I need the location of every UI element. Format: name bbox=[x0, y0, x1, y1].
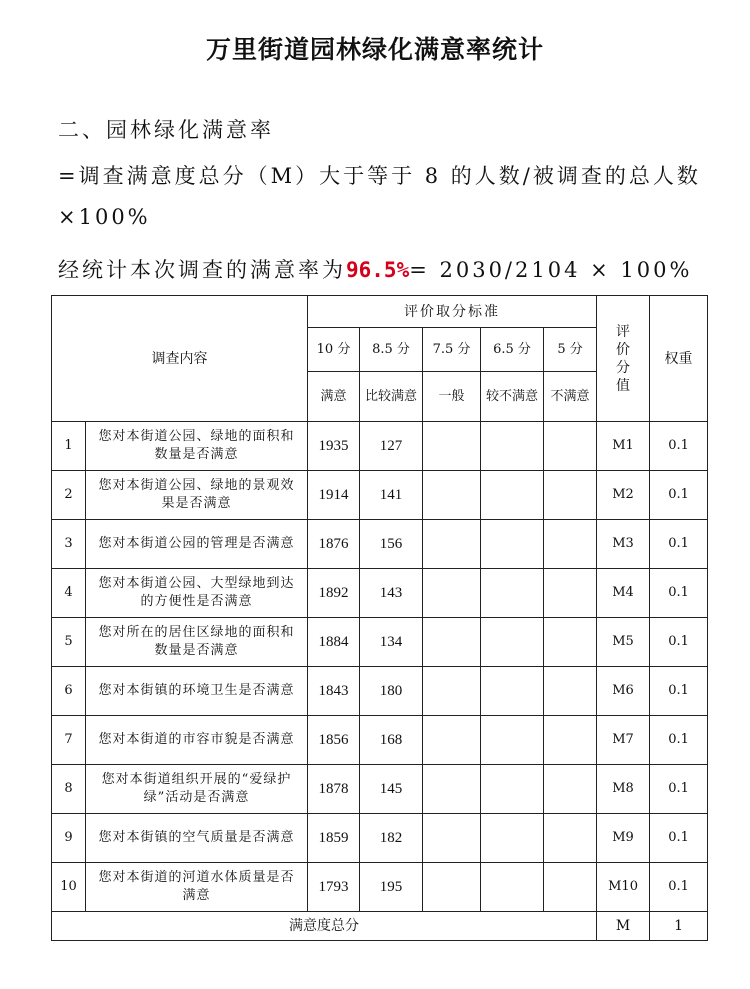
count-5 bbox=[544, 814, 597, 863]
row-number: 7 bbox=[52, 716, 86, 765]
level-label: 较不满意 bbox=[481, 372, 544, 422]
weight-value: 0.1 bbox=[650, 716, 708, 765]
weight-value: 0.1 bbox=[650, 618, 708, 667]
eval-value: M2 bbox=[597, 471, 650, 520]
score-label: 7.5 分 bbox=[423, 328, 481, 372]
table-row bbox=[52, 716, 708, 765]
count-10: 1884 bbox=[308, 618, 360, 667]
row-number: 6 bbox=[52, 667, 86, 716]
count-7-5 bbox=[423, 569, 481, 618]
count-7-5 bbox=[423, 814, 481, 863]
header-content: 调查内容 bbox=[52, 296, 308, 422]
row-number: 9 bbox=[52, 814, 86, 863]
header-eval-value-text: 评价分值 bbox=[616, 323, 631, 394]
weight-value: 0.1 bbox=[650, 765, 708, 814]
count-5 bbox=[544, 667, 597, 716]
eval-value: M1 bbox=[597, 422, 650, 471]
count-5 bbox=[544, 471, 597, 520]
total-row bbox=[52, 912, 708, 941]
result-prefix: 经统计本次调查的满意率为 bbox=[58, 258, 346, 282]
count-8-5: 156 bbox=[360, 520, 423, 569]
count-6-5 bbox=[481, 422, 544, 471]
result-rate: 96.5% bbox=[346, 258, 410, 282]
table-row bbox=[52, 422, 708, 471]
count-7-5 bbox=[423, 618, 481, 667]
weight-value: 0.1 bbox=[650, 422, 708, 471]
count-8-5: 180 bbox=[360, 667, 423, 716]
count-8-5: 182 bbox=[360, 814, 423, 863]
count-6-5 bbox=[481, 569, 544, 618]
eval-value: M5 bbox=[597, 618, 650, 667]
question-text: 您对本街道组织开展的“爱绿护绿”活动是否满意 bbox=[86, 765, 308, 814]
weight-value: 0.1 bbox=[650, 471, 708, 520]
score-label: 6.5 分 bbox=[481, 328, 544, 372]
count-10: 1876 bbox=[308, 520, 360, 569]
count-7-5 bbox=[423, 863, 481, 912]
question-text: 您对本街镇的环境卫生是否满意 bbox=[86, 667, 308, 716]
count-6-5 bbox=[481, 863, 544, 912]
row-number: 10 bbox=[52, 863, 86, 912]
eval-value: M4 bbox=[597, 569, 650, 618]
count-6-5 bbox=[481, 520, 544, 569]
count-5 bbox=[544, 520, 597, 569]
count-8-5: 143 bbox=[360, 569, 423, 618]
count-5 bbox=[544, 422, 597, 471]
total-m: M bbox=[597, 912, 650, 941]
count-10: 1935 bbox=[308, 422, 360, 471]
row-number: 2 bbox=[52, 471, 86, 520]
count-10: 1856 bbox=[308, 716, 360, 765]
header-standard: 评价取分标准 bbox=[308, 296, 597, 328]
survey-table bbox=[51, 295, 708, 941]
result-line bbox=[58, 254, 692, 284]
score-label: 10 分 bbox=[308, 328, 360, 372]
score-label: 8.5 分 bbox=[360, 328, 423, 372]
table-row bbox=[52, 863, 708, 912]
row-number: 1 bbox=[52, 422, 86, 471]
count-8-5: 127 bbox=[360, 422, 423, 471]
question-text: 您对本街道公园、绿地的景观效果是否满意 bbox=[86, 471, 308, 520]
weight-value: 0.1 bbox=[650, 569, 708, 618]
weight-value: 0.1 bbox=[650, 667, 708, 716]
weight-value: 0.1 bbox=[650, 520, 708, 569]
question-text: 您对本街道的市容市貌是否满意 bbox=[86, 716, 308, 765]
eval-value: M8 bbox=[597, 765, 650, 814]
count-6-5 bbox=[481, 814, 544, 863]
count-6-5 bbox=[481, 716, 544, 765]
row-number: 8 bbox=[52, 765, 86, 814]
level-label: 比较满意 bbox=[360, 372, 423, 422]
count-5 bbox=[544, 716, 597, 765]
count-6-5 bbox=[481, 471, 544, 520]
question-text: 您对本街道的河道水体质量是否满意 bbox=[86, 863, 308, 912]
formula-line-1: =调查满意度总分（M）大于等于 8 的人数/被调查的总人数 bbox=[58, 164, 701, 188]
count-8-5: 168 bbox=[360, 716, 423, 765]
eval-value: M3 bbox=[597, 520, 650, 569]
count-10: 1914 bbox=[308, 471, 360, 520]
table-row bbox=[52, 618, 708, 667]
weight-value: 0.1 bbox=[650, 863, 708, 912]
eval-value: M10 bbox=[597, 863, 650, 912]
row-number: 4 bbox=[52, 569, 86, 618]
count-8-5: 195 bbox=[360, 863, 423, 912]
question-text: 您对本街镇的空气质量是否满意 bbox=[86, 814, 308, 863]
weight-value: 0.1 bbox=[650, 814, 708, 863]
total-label: 满意度总分 bbox=[52, 912, 597, 941]
count-10: 1843 bbox=[308, 667, 360, 716]
header-weight: 权重 bbox=[650, 296, 708, 422]
count-8-5: 141 bbox=[360, 471, 423, 520]
count-5 bbox=[544, 618, 597, 667]
table-row bbox=[52, 814, 708, 863]
survey-rows bbox=[52, 422, 708, 912]
page-title: 万里街道园林绿化满意率统计 bbox=[205, 35, 544, 64]
table-row bbox=[52, 569, 708, 618]
eval-value: M6 bbox=[597, 667, 650, 716]
count-7-5 bbox=[423, 471, 481, 520]
question-text: 您对本街道公园的管理是否满意 bbox=[86, 520, 308, 569]
count-10: 1859 bbox=[308, 814, 360, 863]
count-5 bbox=[544, 863, 597, 912]
count-8-5: 134 bbox=[360, 618, 423, 667]
count-10: 1892 bbox=[308, 569, 360, 618]
count-7-5 bbox=[423, 422, 481, 471]
eval-value: M7 bbox=[597, 716, 650, 765]
row-number: 3 bbox=[52, 520, 86, 569]
question-text: 您对本街道公园、大型绿地到达的方便性是否满意 bbox=[86, 569, 308, 618]
count-7-5 bbox=[423, 520, 481, 569]
formula-line-2: ×100% bbox=[58, 205, 151, 229]
level-label: 一般 bbox=[423, 372, 481, 422]
table-row bbox=[52, 765, 708, 814]
count-5 bbox=[544, 765, 597, 814]
header-eval-value bbox=[597, 296, 650, 422]
count-7-5 bbox=[423, 667, 481, 716]
count-7-5 bbox=[423, 765, 481, 814]
count-10: 1793 bbox=[308, 863, 360, 912]
row-number: 5 bbox=[52, 618, 86, 667]
level-label: 不满意 bbox=[544, 372, 597, 422]
eval-value: M9 bbox=[597, 814, 650, 863]
total-weight: 1 bbox=[650, 912, 708, 941]
table-row bbox=[52, 667, 708, 716]
question-text: 您对所在的居住区绿地的面积和数量是否满意 bbox=[86, 618, 308, 667]
count-6-5 bbox=[481, 618, 544, 667]
result-suffix: = 2030/2104 × 100% bbox=[409, 258, 693, 282]
table-row bbox=[52, 471, 708, 520]
count-10: 1878 bbox=[308, 765, 360, 814]
table-row bbox=[52, 520, 708, 569]
question-text: 您对本街道公园、绿地的面积和数量是否满意 bbox=[86, 422, 308, 471]
count-8-5: 145 bbox=[360, 765, 423, 814]
level-label: 满意 bbox=[308, 372, 360, 422]
score-label: 5 分 bbox=[544, 328, 597, 372]
count-7-5 bbox=[423, 716, 481, 765]
section-heading: 二、园林绿化满意率 bbox=[58, 118, 274, 142]
count-6-5 bbox=[481, 765, 544, 814]
count-6-5 bbox=[481, 667, 544, 716]
count-5 bbox=[544, 569, 597, 618]
